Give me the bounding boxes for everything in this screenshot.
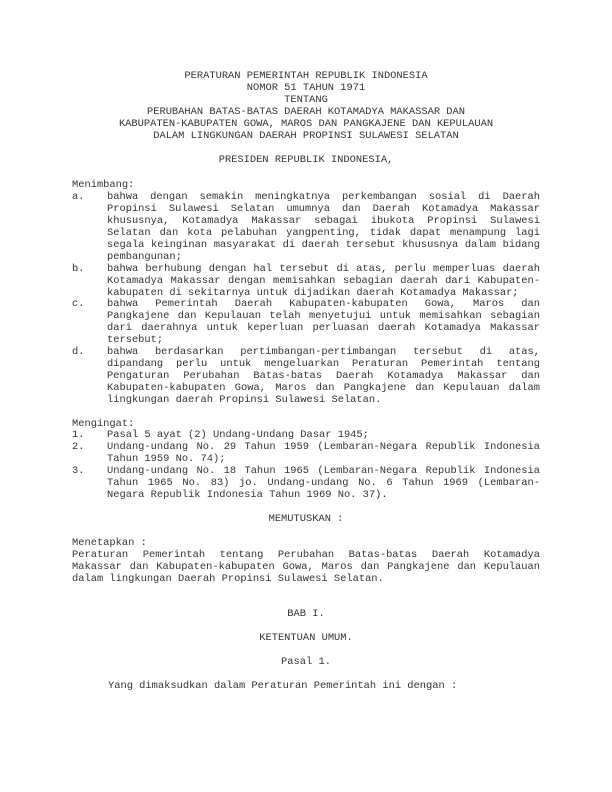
list-item — [72, 347, 540, 407]
list-item — [72, 264, 540, 300]
menimbang-section — [72, 180, 540, 406]
item-text: Undang-undang No. 29 Tahun 1959 (Lembaran-Negara Republik Indonesia Tahun 1959 No. 74); — [107, 441, 540, 466]
item-text: bahwa dengan semakin meningkatnya perkembangan sosial di Daerah Propinsi Sulawesi Selatan umumnya dan Daerah Kotamadya Makassar khususnya, Kotamadya Makassar sebagai ibukota Propinsi Sulawesi Selatan dan kota pelabuhan yangpenting, tidak dapat menampung lagi segala keinginan masyarakat di daerah tersebut khususnya dalam bidang pembangunan; — [107, 191, 540, 263]
menetapkan-text: Peraturan Pemerintah tentang Perubahan Batas-batas Daerah Kotamadya Makassar dan Kabupaten-kabupaten Gowa, Maros dan Pangkajene dan Kepulauan dalam lingkungan Daerah Propinsi Sulawesi Selatan. — [72, 548, 540, 585]
pasal-heading: Pasal 1. — [281, 656, 331, 669]
item-label: c. — [72, 298, 85, 311]
section-heading: Mengingat: — [72, 417, 135, 430]
menetapkan-section — [72, 538, 540, 586]
mengingat-section — [72, 419, 540, 502]
section-heading: Menetapkan : — [72, 536, 147, 549]
item-label: 1. — [72, 429, 85, 442]
item-label: b. — [72, 262, 85, 275]
list-item — [72, 466, 540, 502]
list-item — [72, 442, 540, 466]
pasal-intro: Yang dimaksudkan dalam Peraturan Pemerintah ini dengan : — [108, 680, 458, 693]
memutuskan-heading: MEMUTUSKAN : — [268, 512, 344, 525]
item-label: a. — [72, 191, 85, 204]
title-line: KABUPATEN-KABUPATEN GOWA, MAROS DAN PANGKAJENE DAN KEPULAUAN — [118, 117, 494, 130]
list-item — [72, 299, 540, 347]
item-label: 3. — [72, 465, 85, 478]
item-label: d. — [72, 346, 85, 359]
document-title — [72, 71, 540, 142]
bab-number: BAB I. — [287, 608, 325, 621]
item-text: Undang-undang No. 18 Tahun 1965 (Lembaran-Negara Republik Indonesia Tahun 1965 No. 83) jo. Undang-undang No. 6 Tahun 1969 (Lembaran-Negara Republik Indonesia Tahun 1969 No. 37). — [107, 465, 540, 501]
item-label: 2. — [72, 441, 85, 454]
title-line: TENTANG — [284, 93, 328, 106]
document-page — [72, 71, 540, 693]
section-heading: Menimbang: — [72, 179, 135, 192]
bab-title: KETENTUAN UMUM. — [259, 632, 353, 645]
president-heading: PRESIDEN REPUBLIK INDONESIA, — [218, 154, 394, 167]
item-text: bahwa Pemerintah Daerah Kabupaten-kabupaten Gowa, Maros dan Pangkajene dan Kepulauan telah menyetujui untuk memisahkan sebagian dari daerahnya untuk keperluan perluasan daerah Kotamadya Makassar tersebut; — [107, 298, 540, 347]
item-text: bahwa berdasarkan pertimbangan-pertimbangan tersebut di atas, dipandang perlu untuk mengeluarkan Peraturan Pemerintah tentang Pengaturan Perubahan Batas-batas Daerah Kotamadya Makassar dan Kabupaten-kabupaten Gowa, Maros dan Pangkajene dan Kepulauan dalam lingkungan daerah Propinsi Sulawesi Selatan. — [107, 346, 540, 406]
item-text: bahwa berhubung dengan hal tersebut di atas, perlu memperluas daerah Kotamadya Makassar dengan memisahkan sebagian daerah dari Kabupaten-kabupaten di sekitarnya untuk dijadikan daerah Kotamadya Makassar; — [107, 262, 540, 299]
title-line: DALAM LINGKUNGAN DAERAH PROPINSI SULAWESI SELATAN — [153, 129, 459, 142]
item-text: Pasal 5 ayat (2) Undang-Undang Dasar 1945; — [107, 429, 369, 442]
title-line: PERUBAHAN BATAS-BATAS DAERAH KOTAMADYA MAKASSAR DAN — [146, 105, 465, 118]
title-line: PERATURAN PEMERINTAH REPUBLIK INDONESIA — [184, 70, 428, 82]
title-line: NOMOR 51 TAHUN 1971 — [246, 81, 366, 94]
list-item — [72, 192, 540, 263]
